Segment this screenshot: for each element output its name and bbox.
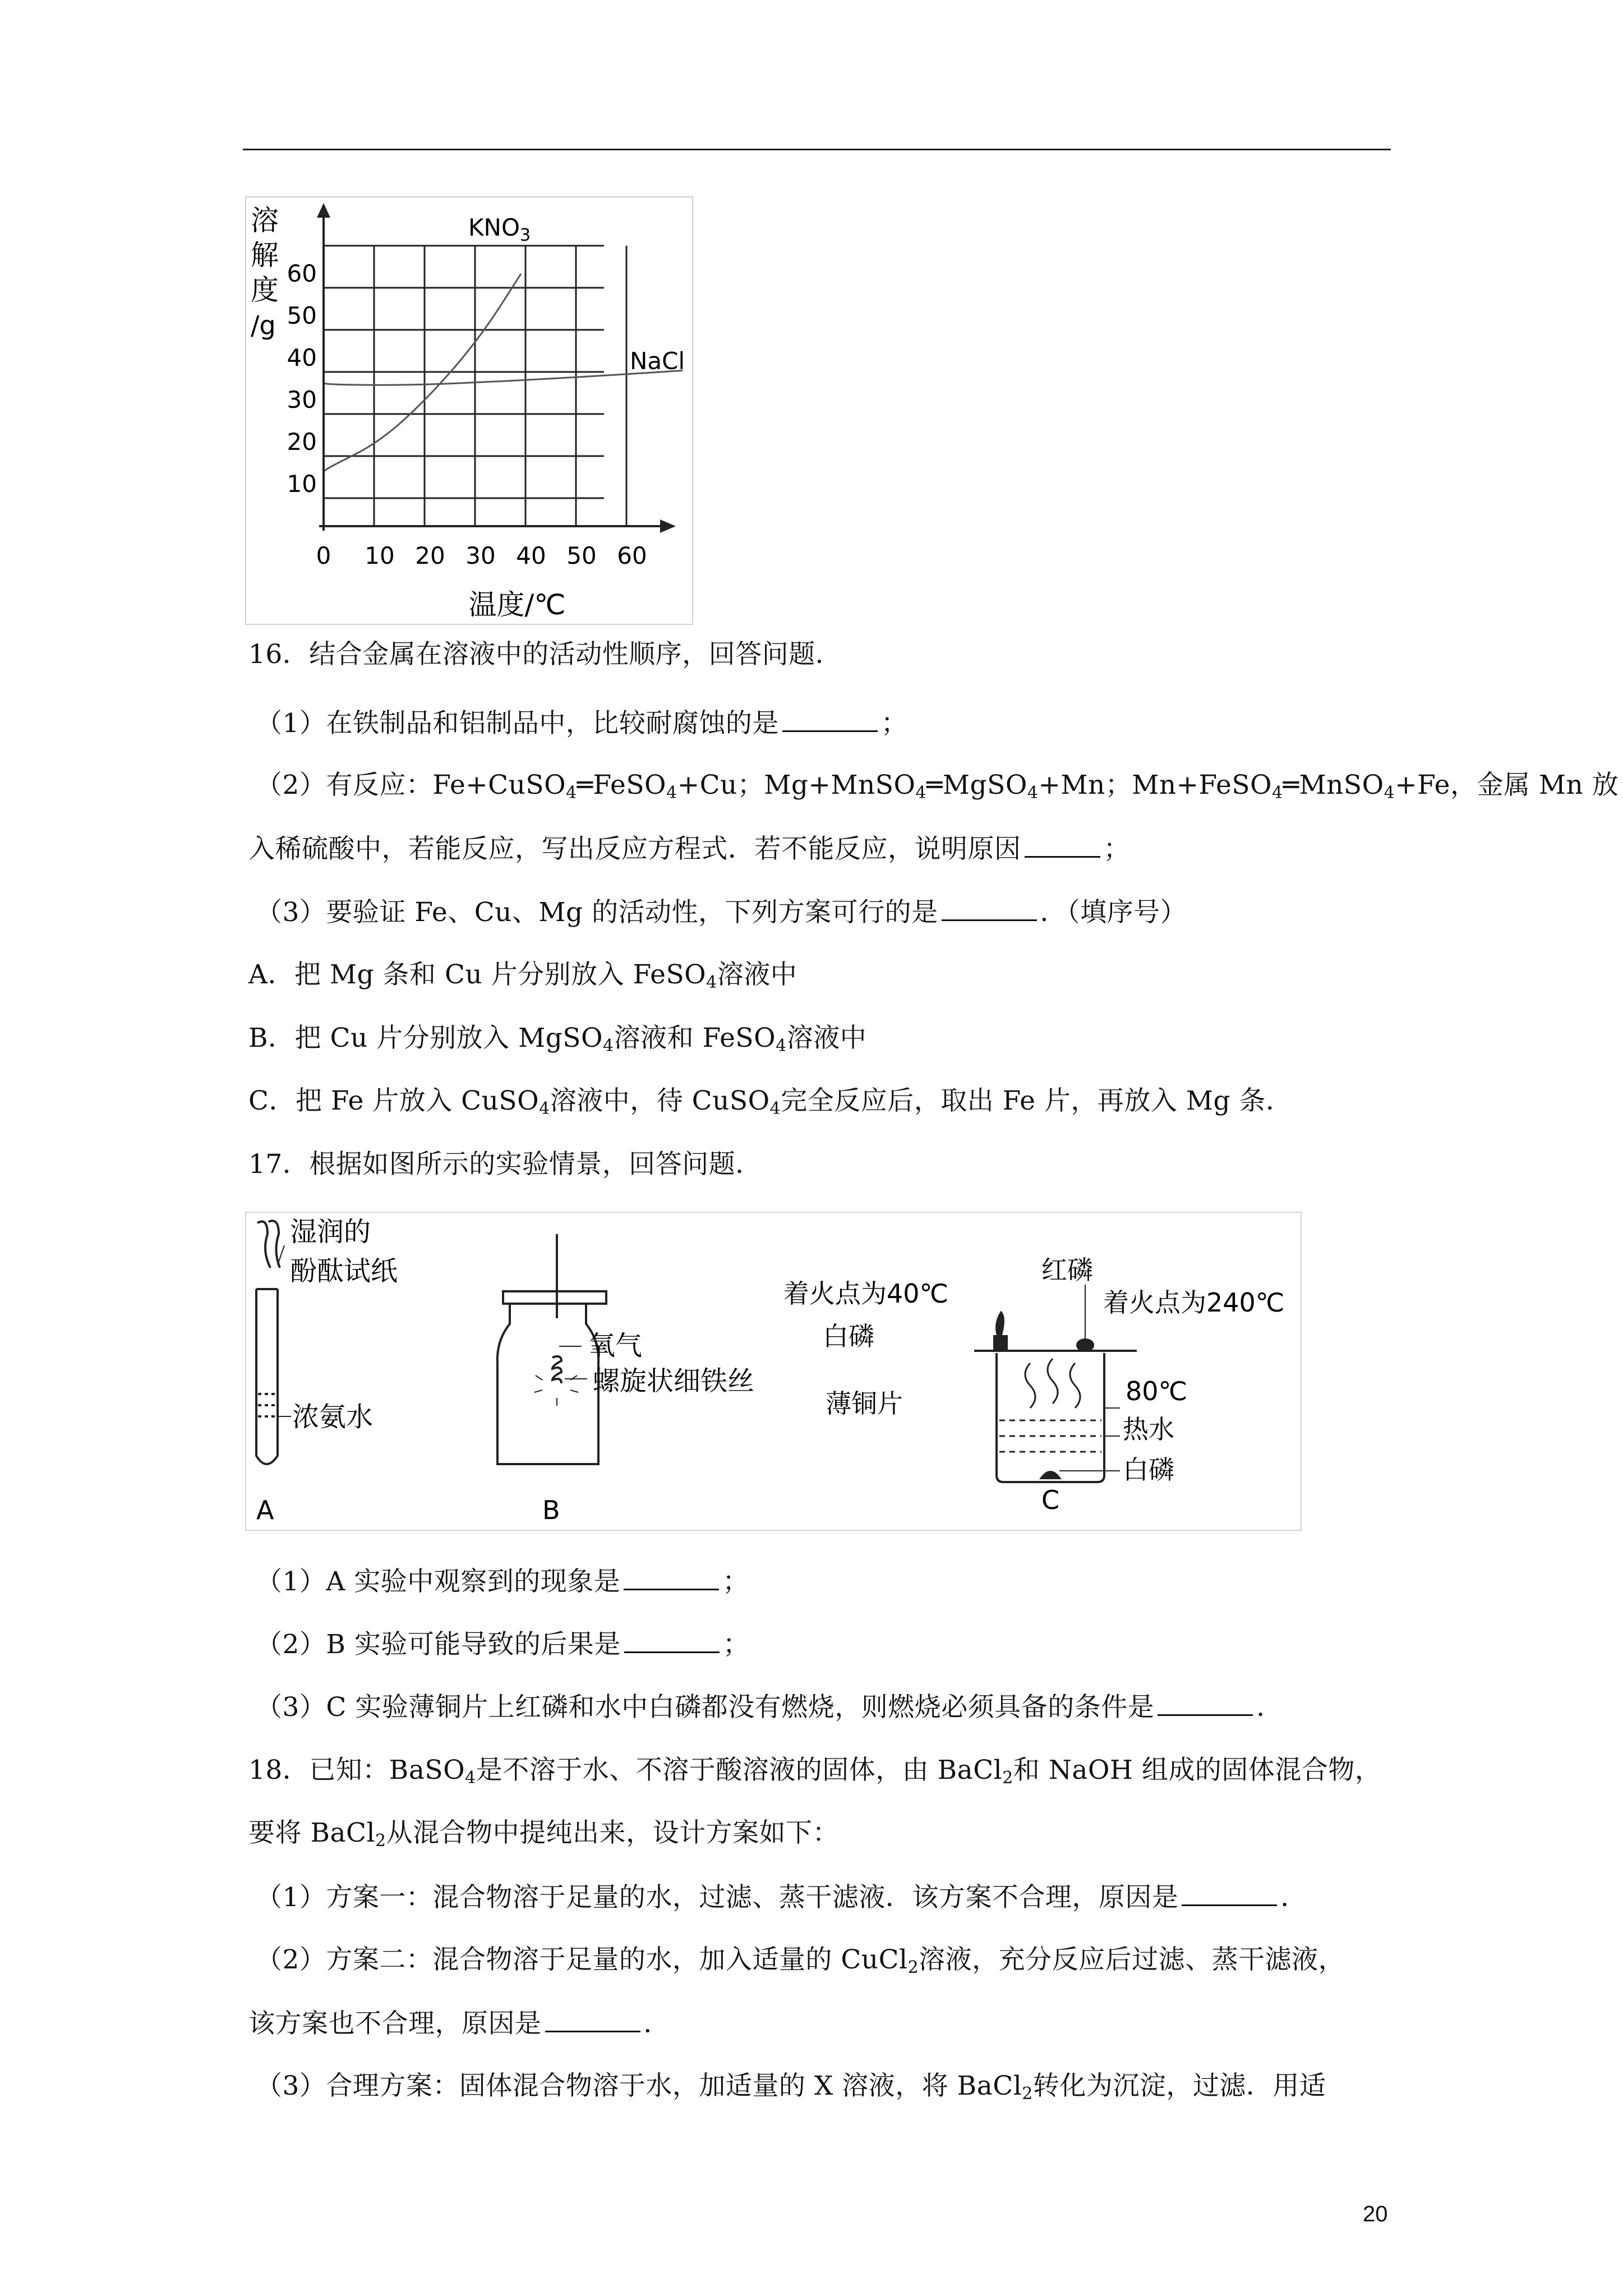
header-rule [243, 149, 1391, 150]
label-ignition-40: 着火点为40℃ [783, 1278, 949, 1309]
answer-blank [624, 1627, 720, 1653]
y-label-char-1: 溶 [251, 204, 279, 237]
answer-blank [624, 1564, 719, 1590]
q18-part2-line2: 该方案也不合理，原因是 ． [248, 2006, 670, 2041]
label-iron-wire: 螺旋状细铁丝 [593, 1365, 755, 1397]
q18-stem-line1: 18．已知：BaSO$_4$是不溶于水、不溶于酸溶液的固体，由 BaCl$_2$和 NaOH 组成的固体混合物， [248, 1755, 1382, 1788]
x-tick-label: 20 [415, 542, 445, 569]
x-tick-label: 40 [516, 542, 546, 569]
label-oxygen: 氧气 [588, 1330, 643, 1361]
solubility-chart [245, 196, 694, 625]
q16-option-c: C．把 Fe 片放入 CuSO$_4$溶液中，待 CuSO$_4$完全反应后，取出 Fe 片，再放入 Mg 条． [248, 1085, 1293, 1119]
label-wet-paper: 湿润的 [290, 1216, 371, 1248]
y-tick-label: 10 [287, 470, 317, 498]
chart-axes [287, 203, 676, 569]
q18-stem-line2: 要将 BaCl$_2$从混合物中提纯出来，设计方案如下： [248, 1818, 840, 1851]
q16-part1: （1）在铁制品和铝制品中，比较耐腐蚀的是 ； [256, 706, 907, 740]
q17-stem: 17．根据如图所示的实验情景，回答问题． [248, 1149, 762, 1180]
y-tick-label: 50 [287, 302, 317, 329]
y-label-char-3: 度 [251, 274, 279, 306]
iron-wire-coil [552, 1356, 561, 1383]
label-white-phosphorus-water: 白磷 [1123, 1455, 1174, 1485]
q16-part2-line2: 入稀硫酸中，若能反应，写出反应方程式．若不能反应，说明原因 ； [248, 831, 1130, 866]
label-ammonia: 浓氨水 [292, 1401, 374, 1433]
x-tick-label: 60 [617, 542, 647, 569]
experiment-figure [245, 1212, 1302, 1531]
y-tick-label: 40 [287, 344, 317, 371]
answer-blank [545, 2006, 640, 2032]
q16-part2-line1: （2）有反应：Fe+CuSO$_4$═FeSO$_4$+Cu；Mg+MnSO$_4$═MgSO$_4$+Mn；Mn+FeSO$_4$═MnSO$_4$+Fe，金属 Mn 放 [256, 770, 1619, 803]
flame [997, 1313, 1003, 1335]
series-label-nacl: NaCl [630, 347, 685, 375]
page-number: 20 [1363, 2202, 1388, 2226]
label-phenolphthalein-paper: 酚酞试纸 [290, 1255, 398, 1287]
answer-blank [1158, 1690, 1253, 1716]
series-label-kno3: $KNO_3$ [468, 214, 531, 245]
answer-blank [1025, 831, 1100, 858]
answer-blank [942, 895, 1037, 921]
test-tube [256, 1289, 278, 1464]
x-axis-arrow [660, 519, 676, 533]
q18-part3: （3）合理方案：固体混合物溶于水，加适量的 X 溶液，将 BaCl$_2$转化为沉淀，过滤．用适 [256, 2070, 1326, 2104]
label-apparatus-c: C [1041, 1485, 1060, 1515]
white-phosphorus-underwater [1041, 1472, 1059, 1478]
label-apparatus-a: A [256, 1495, 274, 1525]
answer-blank [1182, 1880, 1277, 1906]
gas-jar [497, 1304, 598, 1464]
q18-part2-line1: （2）方案二：混合物溶于足量的水，加入适量的 CuCl$_2$溶液，充分反应后过滤、蒸干滤液， [256, 1944, 1345, 1977]
label-white-phosphorus: 白磷 [823, 1321, 874, 1351]
q16-option-a: A．把 Mg 条和 Cu 片分别放入 FeSO$_4$溶液中 [248, 959, 797, 992]
y-tick-label: 30 [287, 386, 317, 413]
white-phosphorus-on-sheet [994, 1336, 1007, 1350]
q17-part1: （1）A 实验中观察到的现象是 ； [256, 1564, 749, 1599]
q16-part3: （3）要验证 Fe、Cu、Mg 的活动性，下列方案可行的是 ．（填序号） [256, 895, 1187, 930]
x-axis-label: 温度/℃ [468, 588, 566, 621]
label-apparatus-b: B [542, 1495, 560, 1525]
x-tick-label: 30 [465, 542, 496, 569]
label-copper-sheet: 薄铜片 [826, 1388, 903, 1419]
litmus-paper-edge [269, 1221, 280, 1268]
label-ignition-240: 着火点为240℃ [1103, 1287, 1285, 1318]
answer-blank [782, 706, 878, 732]
x-tick-label: 0 [316, 542, 331, 569]
y-tick-label: 20 [287, 428, 317, 455]
x-tick-label: 10 [365, 542, 395, 569]
y-axis-arrow [317, 203, 330, 218]
label-temperature: 80℃ [1126, 1376, 1188, 1406]
q16-stem: 16．结合金属在溶液中的活动性顺序，回答问题． [248, 639, 842, 670]
q17-part2: （2）B 实验可能导致的后果是 ； [256, 1627, 749, 1662]
q18-part1: （1）方案一：混合物溶于足量的水，过滤、蒸干滤液．该方案不合理，原因是 ． [256, 1880, 1307, 1915]
x-tick-label: 50 [566, 542, 597, 569]
label-hot-water: 热水 [1123, 1414, 1174, 1444]
y-label-char-4: /g [251, 310, 276, 341]
label-red-phosphorus: 红磷 [1041, 1255, 1093, 1285]
chart-grid [324, 246, 626, 526]
jar-lid [503, 1291, 606, 1304]
litmus-paper [257, 1222, 270, 1268]
beaker [997, 1353, 1104, 1482]
q16-option-b: B．把 Cu 片分别放入 MgSO$_4$溶液和 FeSO$_4$溶液中 [248, 1023, 867, 1056]
y-label-char-2: 解 [251, 239, 279, 272]
q17-part3: （3）C 实验薄铜片上红磷和水中白磷都没有燃烧，则燃烧必须具备的条件是 ． [256, 1690, 1283, 1724]
apparatus-a [256, 1221, 291, 1464]
y-tick-label: 60 [287, 260, 317, 287]
